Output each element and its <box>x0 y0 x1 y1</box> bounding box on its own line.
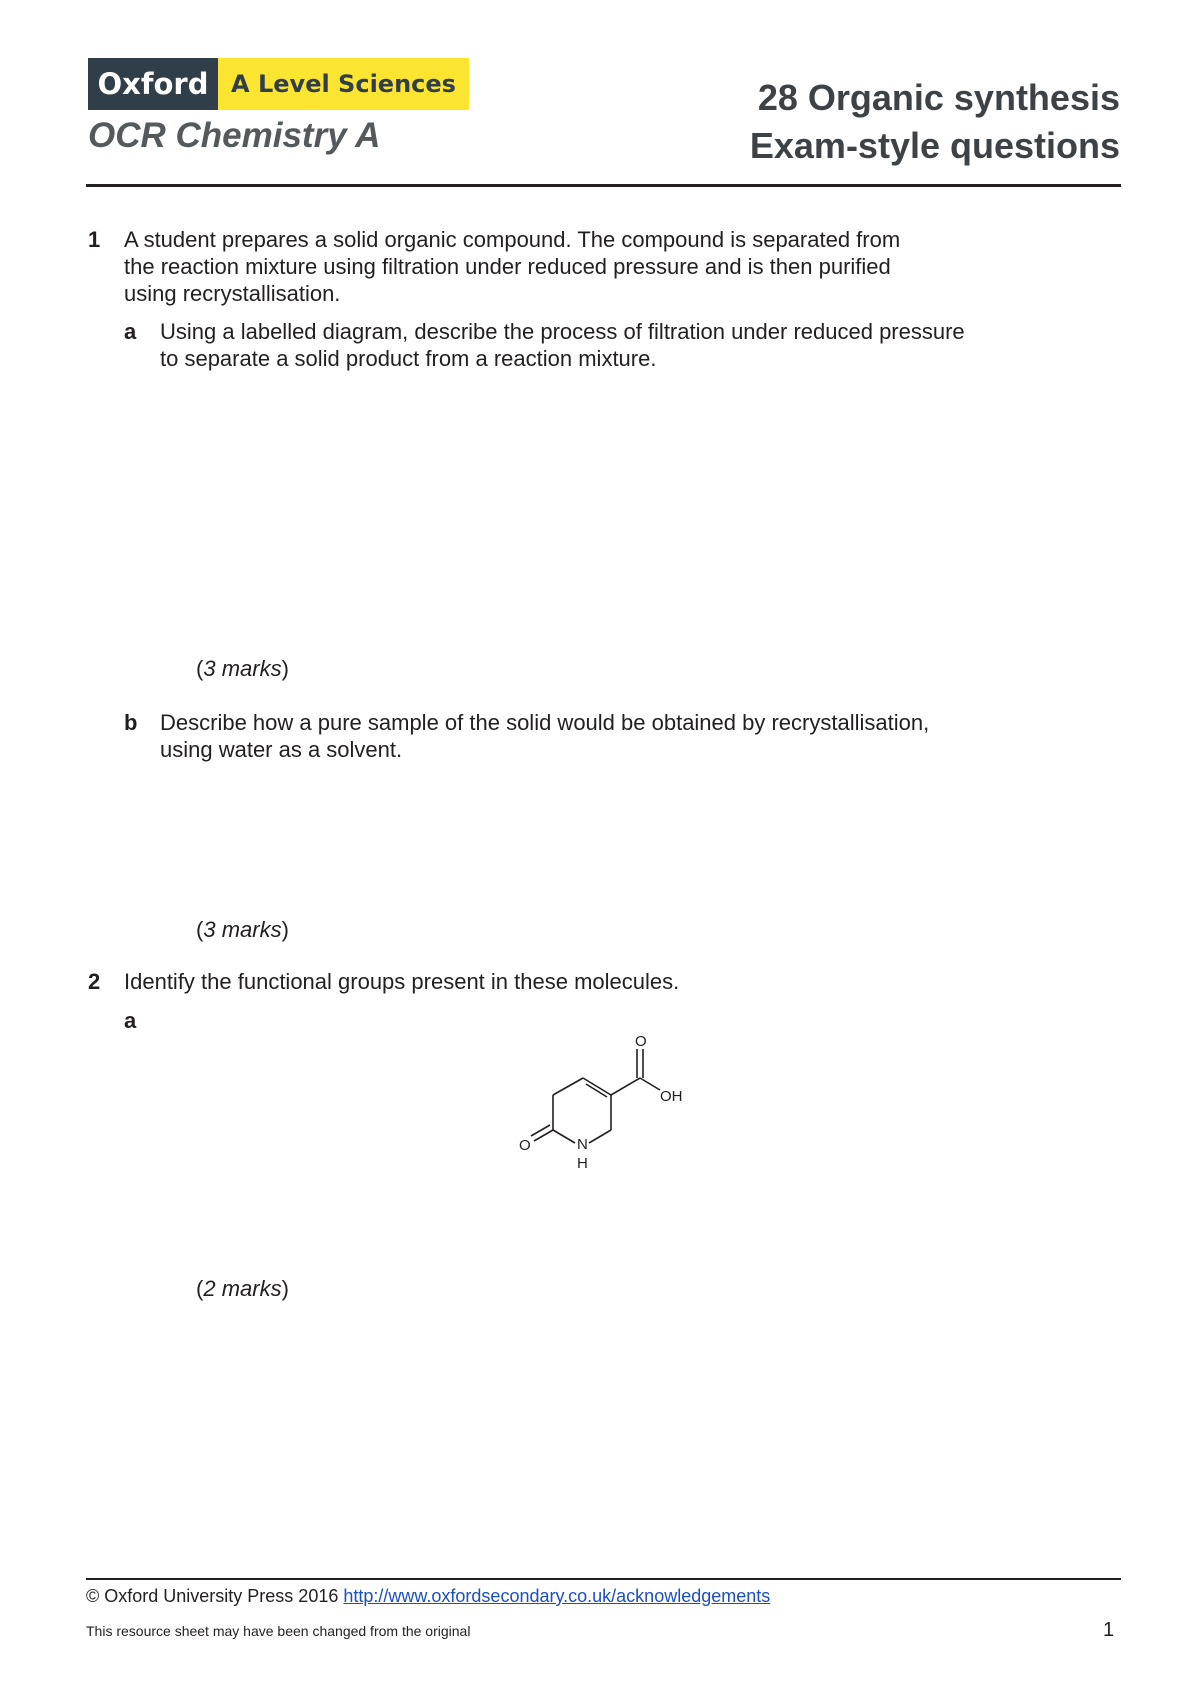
bond <box>611 1078 640 1095</box>
part-text: Describe how a pure sample of the solid would be obtained by recrystallisation, using water as a solvent. <box>160 710 930 762</box>
part-label: a <box>124 319 137 344</box>
bond <box>553 1130 575 1143</box>
atom-label: O <box>635 1033 647 1050</box>
chapter-title <box>750 74 1120 170</box>
footer-note: This resource sheet may have been changed from the original <box>86 1623 471 1639</box>
copyright-text: © Oxford University Press 2016 <box>86 1586 339 1606</box>
part-label: b <box>124 710 138 735</box>
bond <box>553 1078 583 1095</box>
marks-number: 3 <box>203 656 216 681</box>
footer-divider <box>86 1578 1121 1580</box>
marks-label: (2 marks) <box>196 1276 289 1301</box>
marks-word: marks <box>221 656 282 681</box>
atom-label: O <box>519 1137 531 1154</box>
molecule-bonds <box>531 1049 660 1143</box>
page-number: 1 <box>1103 1619 1115 1641</box>
molecule-structure <box>500 1030 720 1190</box>
atom-label: N <box>577 1136 588 1153</box>
question-text: Identify the functional groups present in these molecules. <box>124 969 680 994</box>
marks-number: 2 <box>203 1276 216 1301</box>
chapter-title-line2: Exam-style questions <box>749 125 1120 166</box>
bond <box>534 1130 553 1141</box>
marks-value <box>203 917 281 942</box>
oxford-logo: Oxford <box>88 58 218 110</box>
marks-label: (3 marks) <box>196 917 289 942</box>
footer-copyright <box>86 1586 770 1607</box>
marks-label: (3 marks) <box>196 656 289 681</box>
chapter-title-line1: 28 Organic synthesis <box>757 77 1120 118</box>
marks-word: marks <box>221 1276 282 1301</box>
marks-value <box>203 656 281 681</box>
bond <box>640 1078 660 1090</box>
atom-label: OH <box>660 1088 683 1105</box>
part-label: a <box>124 1008 137 1033</box>
question-text: A student prepares a solid organic compound. The compound is separated from the reaction mixture using filtration under reduced pressure and is then purified using recrystallisation. <box>124 227 901 306</box>
bond <box>531 1125 550 1136</box>
series-logo: A Level Sciences <box>218 58 469 110</box>
bond <box>583 1078 611 1095</box>
atom-label: H <box>577 1155 588 1172</box>
marks-value <box>203 1276 281 1301</box>
header-divider <box>86 184 1121 187</box>
course-title: OCR Chemistry A <box>88 116 381 155</box>
acknowledgements-link[interactable]: http://www.oxfordsecondary.co.uk/acknowledgements <box>343 1586 771 1606</box>
question-number: 1 <box>88 227 101 252</box>
bond <box>589 1130 611 1143</box>
marks-word: marks <box>221 917 282 942</box>
question-number: 2 <box>88 969 101 994</box>
marks-number: 3 <box>203 917 216 942</box>
part-text: Using a labelled diagram, describe the process of filtration under reduced pressure to separate a solid product from a reaction mixture. <box>160 319 965 371</box>
